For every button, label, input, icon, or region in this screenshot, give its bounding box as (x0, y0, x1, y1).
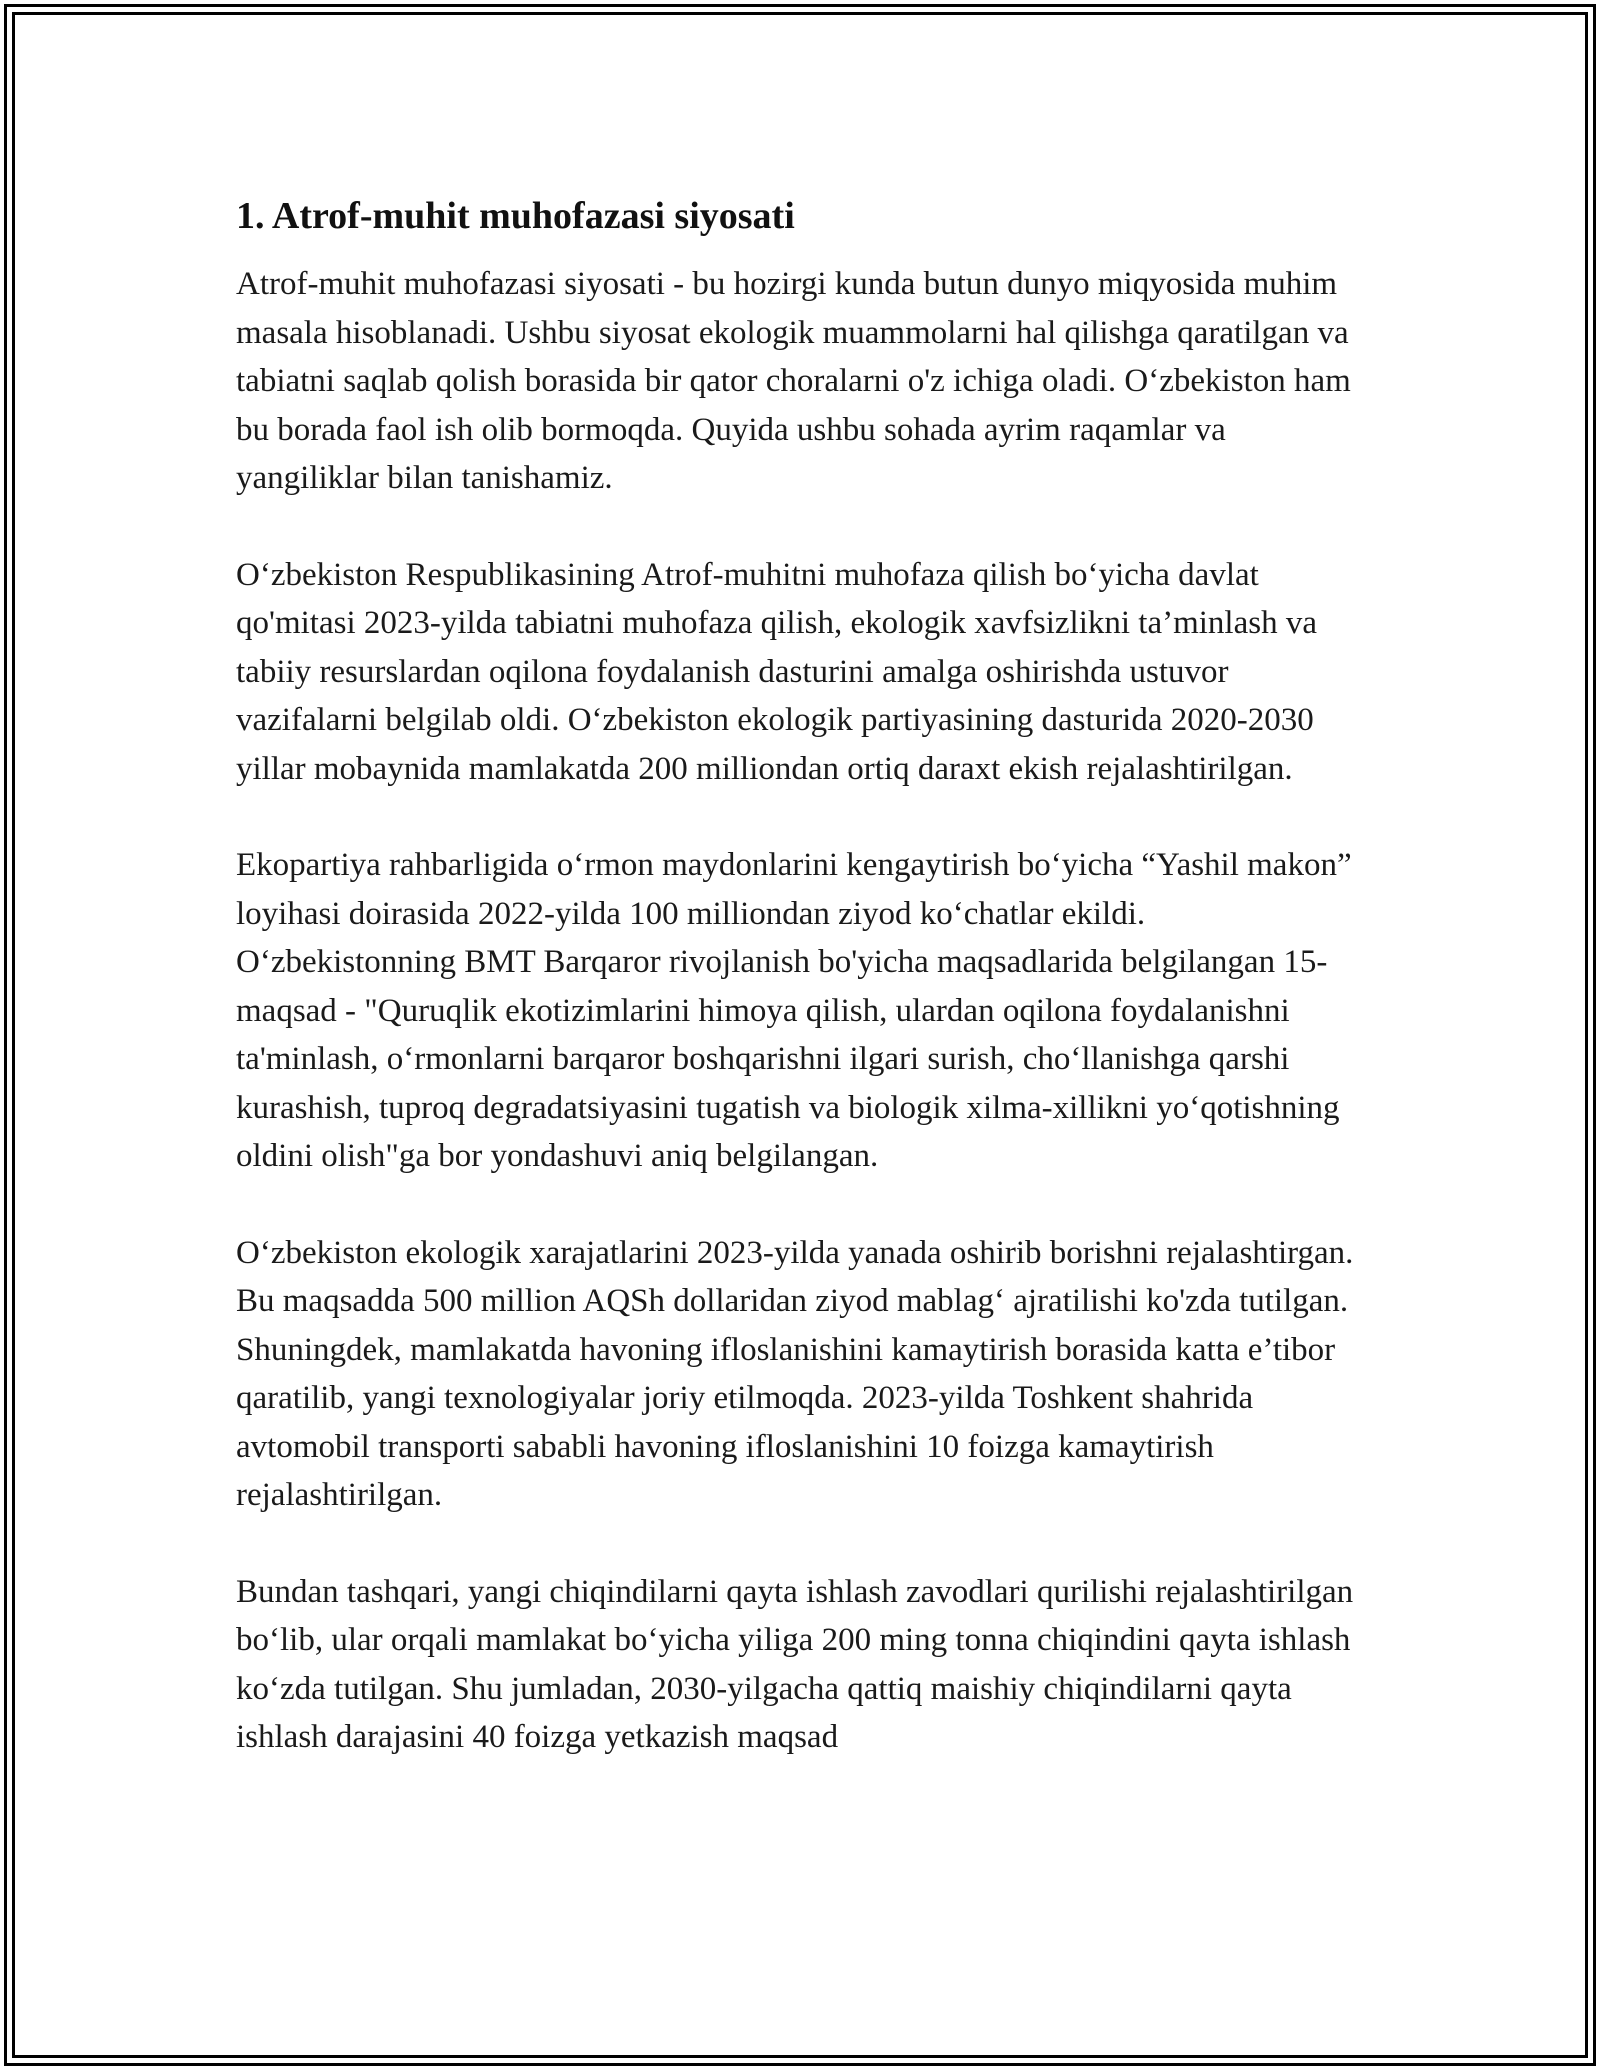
paragraph-intro: Atrof-muhit muhofazasi siyosati - bu hozirgi kunda butun dunyo miqyosida muhim masala hisoblanadi. Ushbu siyosat ekologik muammolarni hal qilishga qaratilgan va tabiatni saqlab qolish borasida bir qator choralarni o'z ichiga oladi. O‘zbekiston ham bu borada faol ish olib bormoqda. Quyida ushbu sohada ayrim raqamlar va yangiliklar bilan tanishamiz. (236, 266, 1351, 496)
section-heading: 1. Atrof-muhit muhofazasi siyosati (236, 195, 795, 237)
paragraph-waste-recycling: Bundan tashqari, yangi chiqindilarni qayta ishlash zavodlari qurilishi rejalashtirilgan bo‘lib, ular orqali mamlakat bo‘yicha yiliga 200 ming tonna chiqindini qayta ishlash ko‘zda tutilgan. Shu jumladan, 2030-yilgacha qattiq maishiy chiqindilarni qayta ishlash darajasini 40 foizga yetkazish maqsad (236, 1573, 1354, 1755)
document-body (236, 186, 1366, 1762)
paragraph-green-space: Ekopartiya rahbarligida o‘rmon maydonlarini kengaytirish bo‘yicha “Yashil makon” loyihasi doirasida 2022-yilda 100 milliondan ziyod ko‘chatlar ekildi. O‘zbekistonning BMT Barqaror rivojlanish bo'yicha maqsadlarida belgilangan 15-maqsad - "Quruqlik ekotizimlarini himoya qilish, ulardan oqilona foydalanishni ta'minlash, o‘rmonlarni barqaror boshqarishni ilgari surish, cho‘llanishga qarshi kurashish, tuproq degradatsiyasini tugatish va biologik xilma-xillikni yo‘qotishning oldini olish"ga bor yondashuvi aniq belgilangan. (236, 847, 1352, 1174)
paragraph-state-committee: O‘zbekiston Respublikasining Atrof-muhitni muhofaza qilish bo‘yicha davlat qo'mitasi 2023-yilda tabiatni muhofaza qilish, ekologik xavfsizlikni ta’minlash va tabiiy resurslardan oqilona foydalanish dasturini amalga oshirishda ustuvor vazifalarni belgilab oldi. O‘zbekiston ekologik partiyasining dasturida 2020-2030 yillar mobaynida mamlakatda 200 milliondan ortiq daraxt ekish rejalashtirilgan. (236, 556, 1317, 787)
paragraph-expenditures: O‘zbekiston ekologik xarajatlarini 2023-yilda yanada oshirib borishni rejalashtirgan. Bu maqsadda 500 million AQSh dollaridan ziyod mablag‘ ajratilishi ko'zda tutilgan. Shuningdek, mamlakatda havoning ifloslanishini kamaytirish borasida katta e’tibor qaratilib, yangi texnologiyalar joriy etilmoqda. 2023-yilda Toshkent shahrida avtomobil transporti sababli havoning ifloslanishini 10 foizga kamaytirish rejalashtirilgan. (236, 1234, 1354, 1513)
